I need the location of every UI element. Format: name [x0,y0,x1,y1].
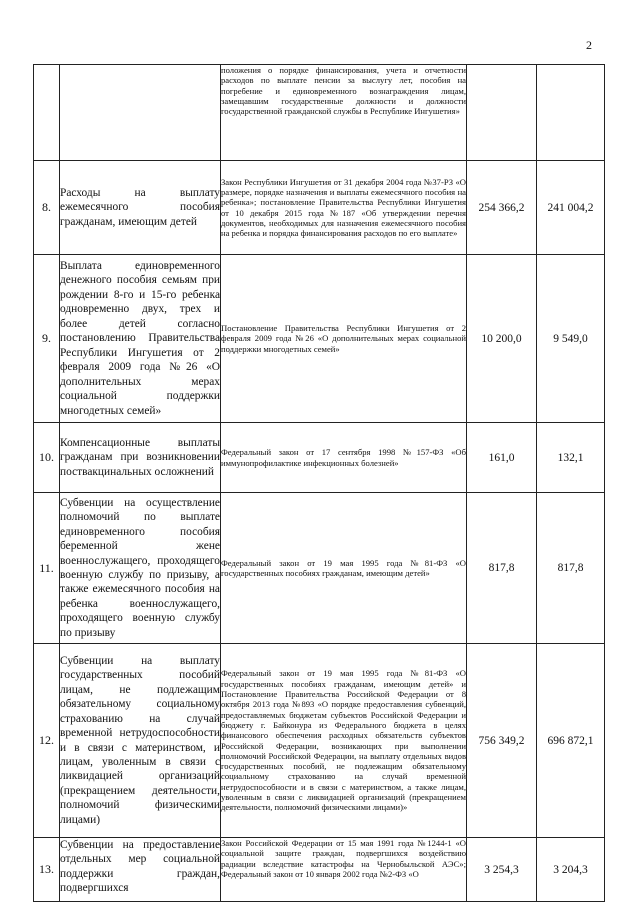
page-number: 2 [586,38,592,52]
table-row [34,644,605,838]
table-row [34,493,605,644]
row-number: 9. [34,255,60,423]
plan-amount: 161,0 [467,423,537,493]
table-row [34,255,605,423]
expense-name: Субвенции на предоставление отдельных мер социальной поддержки граждан, подвергшихся [60,838,221,902]
expense-name: Компенсационные выплаты гражданам при возникновении поствакцинальных осложнений [60,423,221,493]
plan-amount: 3 254,3 [467,838,537,902]
actual-amount: 241 004,2 [537,161,605,255]
plan-amount: 817,8 [467,493,537,644]
row-number: 10. [34,423,60,493]
expense-name: Расходы на выплату ежемесячного пособия гражданам, имеющим детей [60,161,221,255]
actual-amount: 9 549,0 [537,255,605,423]
actual-amount [537,65,605,161]
actual-amount: 696 872,1 [537,644,605,838]
plan-amount: 756 349,2 [467,644,537,838]
row-number: 8. [34,161,60,255]
legal-basis: Федеральный закон от 17 сентября 1998 №157-ФЗ «Об иммунопрофилактике инфекционных болезней» [221,423,467,493]
expense-name: Выплата единовременного денежного пособия семьям при рождении 8-го и 15-го ребенка одновременно двух, трех и более детей согласно постановлению Правительства Республики Ингушетия от 2 февраля 2009 года №26 «О дополнительных мерах социальной поддержки многодетных семей» [60,255,221,423]
legal-basis: Закон Республики Ингушетия от 31 декабря 2004 года №37-РЗ «О размере, порядке назначения и выплаты ежемесячного пособия на ребенка»; постановление Правительства Республики Ингушетия от 10 декабря 2015 года №187 «Об утверждении перечня документов, необходимых для назначения ежемесячного пособия на ребенка и порядка финансирования расходов по его выплате» [221,161,467,255]
legal-basis: Федеральный закон от 19 мая 1995 года №81-ФЗ «О государственных пособиях гражданам, имеющим детей» и Постановление Правительства Российской Федерации от 8 октября 2013 года №893 «О порядке предоставления субвенций, предоставляемых бюджетам субъектов Российской Федерации и бюджету г. Байконура из Федерального бюджета в целях финансового обеспечения расходных обязательств субъектов Российской Федерации, возникающих при выполнении полномочий Российской Федерации, на выплату отдельных видов государственных пособий, не подлежащим обязательному социальному страхованию на случай временной нетрудоспособности и в связи с материнством, а также лицам, уволенным в связи с ликвидацией организаций (прекращением деятельности, полномочий физическими лицами)» [221,644,467,838]
actual-amount: 3 204,3 [537,838,605,902]
legal-basis: Закон Российской Федерации от 15 мая 1991 года №1244-1 «О социальной защите граждан, подвергшихся воздействию радиации вследствие катастрофы на Чернобыльской АЭС»; Федеральный закон от 10 января 2002 года №2-ФЗ «О [221,838,467,902]
row-number [34,65,60,161]
row-number: 11. [34,493,60,644]
expense-name [60,65,221,161]
legal-basis: Постановление Правительства Республики Ингушетия от 2 февраля 2009 года №26 «О дополнительных мерах социальной поддержки многодетных семей» [221,255,467,423]
legal-basis: Федеральный закон от 19 мая 1995 года №81-ФЗ «О государственных пособиях гражданам, имеющим детей» [221,493,467,644]
table-row [34,161,605,255]
row-number: 12. [34,644,60,838]
expense-name: Субвенции на выплату государственных пособий лицам, не подлежащим обязательному социальному страхованию на случай временной нетрудоспособности и в связи с материнством, и лицам, уволенным в связи с ликвидацией организаций (прекращением деятельности, полномочий физическими лицами) [60,644,221,838]
table-row [34,65,605,161]
budget-table [33,64,605,902]
row-number: 13. [34,838,60,902]
plan-amount: 254 366,2 [467,161,537,255]
actual-amount: 132,1 [537,423,605,493]
actual-amount: 817,8 [537,493,605,644]
plan-amount [467,65,537,161]
legal-basis: положения о порядке финансирования, учета и отчетности расходов по выплате пенсии за выслугу лет, пособия на погребение и единовременного вознаграждения лицам, замещавшим государственные должности и должности государственной гражданской службы в Республике Ингушетия» [221,65,467,161]
plan-amount: 10 200,0 [467,255,537,423]
table-row [34,838,605,902]
expense-name: Субвенции на осуществление полномочий по выплате единовременного пособия беременной жене военнослужащего, проходящего военную службу по призыву, а также ежемесячного пособия на ребенка военнослужащего, проходящего военную службу по призыву [60,493,221,644]
table-row [34,423,605,493]
